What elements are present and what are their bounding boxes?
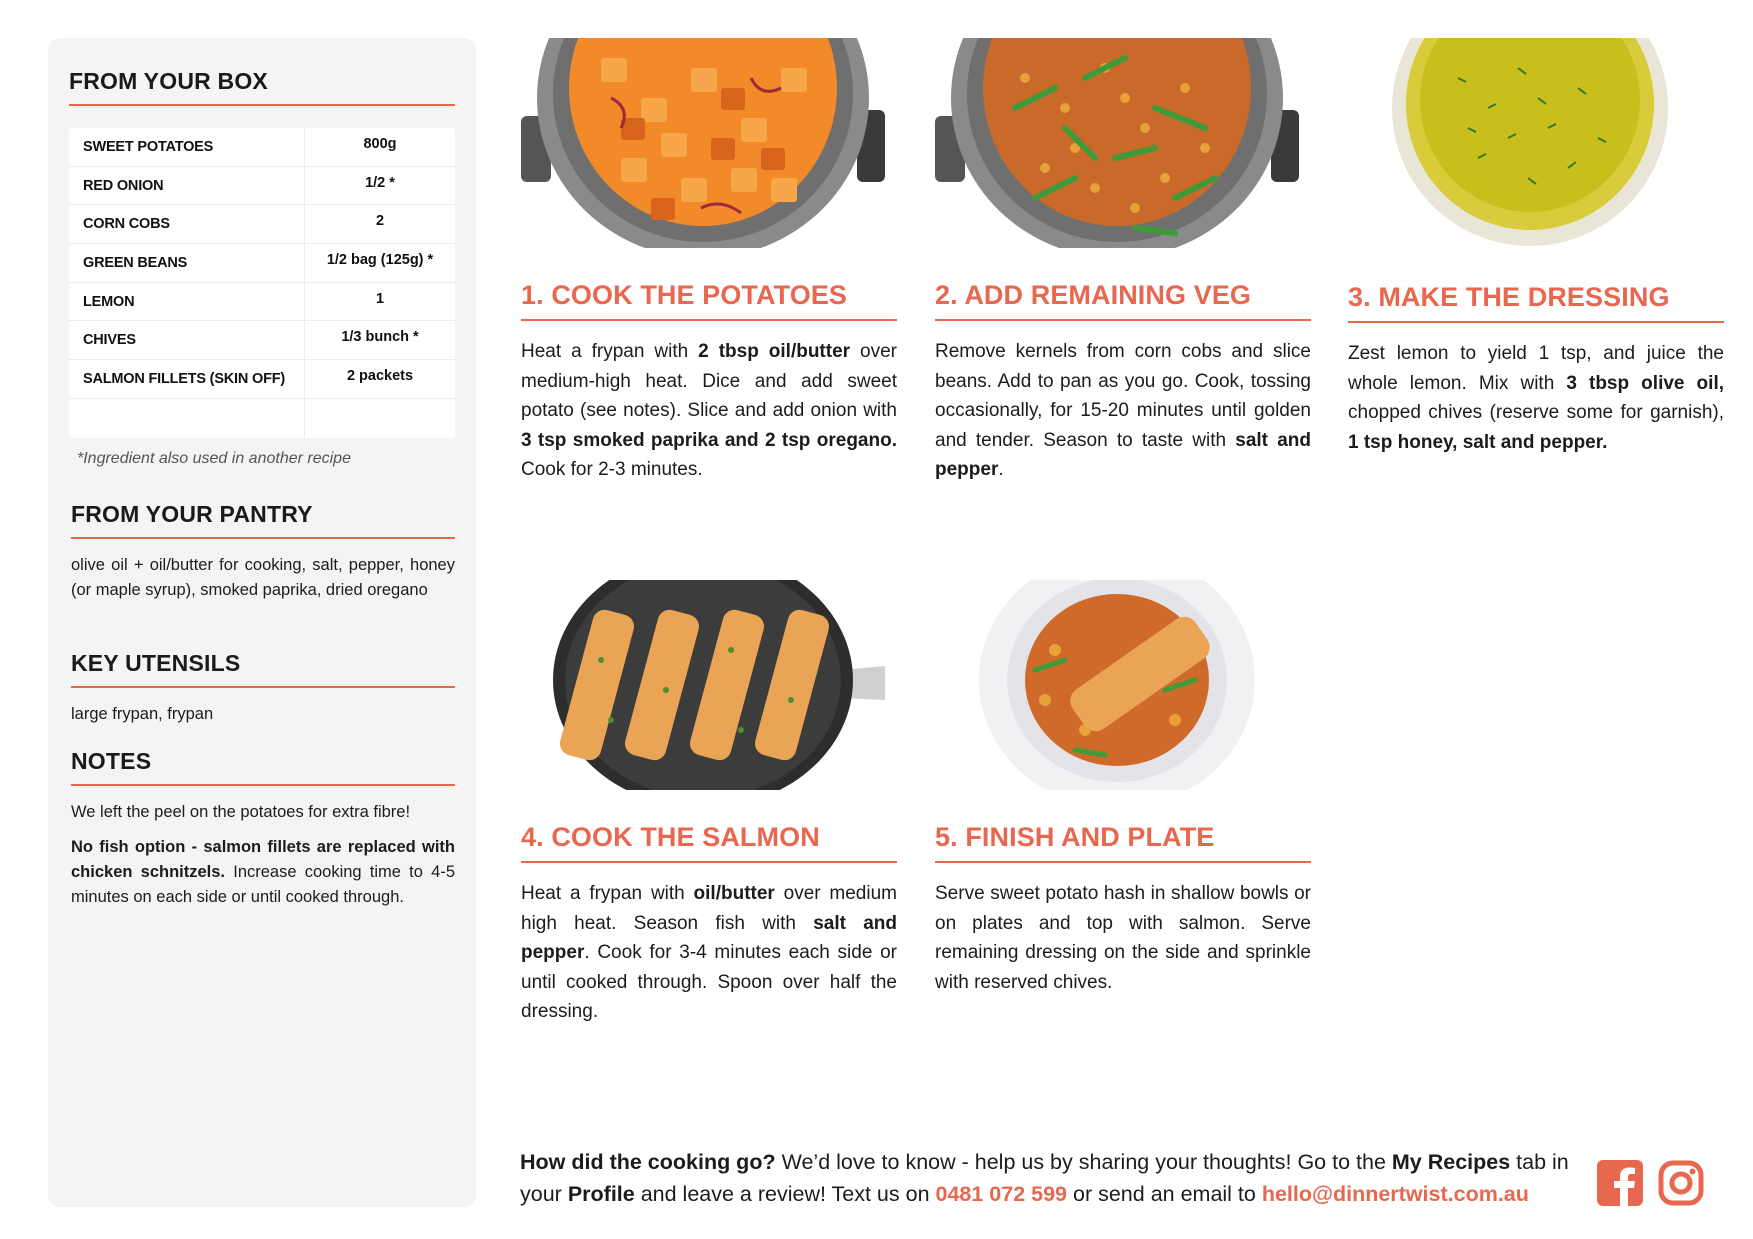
ingredient-qty: 1 xyxy=(375,290,385,307)
step-text-part: over medium-high heat. Dice and add sweet potato (see notes). Slice and add onion with xyxy=(521,341,897,422)
ingredient-name: GREEN BEANS xyxy=(69,244,305,282)
table-row xyxy=(69,244,455,283)
ingredient-qty: 2 packets xyxy=(346,367,414,384)
feedback-message xyxy=(520,1146,1580,1210)
step-1-title: 1. COOK THE POTATOES xyxy=(521,280,897,321)
ingredient-qty xyxy=(305,399,455,438)
ingredient-qty: 1/3 bunch * xyxy=(341,329,419,346)
step-text-bold: salt and pepper xyxy=(521,912,897,964)
step-3 xyxy=(1348,38,1724,457)
email-link[interactable]: hello@dinnertwist.com.au xyxy=(1261,1182,1529,1206)
ingredient-name: RED ONION xyxy=(69,167,305,205)
step-2-photo xyxy=(935,38,1299,248)
ingredient-name: SALMON FILLETS (SKIN OFF) xyxy=(69,360,305,398)
step-text-part: Heat a frypan with xyxy=(521,883,694,904)
step-4-photo xyxy=(521,580,885,790)
step-3-text xyxy=(1348,339,1724,457)
step-2 xyxy=(935,38,1311,485)
step-text-bold: salt and pepper xyxy=(935,429,1311,481)
note-rest: Increase cooking time to 4-5 minutes on each side or until cooked through. xyxy=(71,863,456,906)
step-1 xyxy=(521,38,897,485)
step-2-title: 2. ADD REMAINING VEG xyxy=(935,280,1311,321)
table-row xyxy=(69,205,455,244)
table-row xyxy=(69,399,455,438)
step-text-bold: 2 tbsp oil/butter xyxy=(698,341,851,362)
ingredient-qty: 1/2 bag (125g) * xyxy=(326,251,434,268)
from-your-pantry-section xyxy=(71,501,455,603)
step-5-text: Serve sweet potato hash in shallow bowls or on plates and top with salmon. Serve remaining dressing on the side and sprinkle with reserved chives. xyxy=(935,883,1311,993)
feedback-text: tab in your xyxy=(520,1150,1569,1206)
utensils-text: large frypan, frypan xyxy=(71,705,214,723)
table-row xyxy=(69,321,455,360)
step-text-part: . xyxy=(998,459,1004,481)
ingredient-name xyxy=(69,399,305,438)
ingredient-name: CHIVES xyxy=(69,321,305,359)
step-4-text xyxy=(521,879,897,1027)
feedback-text: We’d love to know - help us by sharing your thoughts! Go to the xyxy=(775,1150,1392,1174)
note-text: We left the peel on the potatoes for extra fibre! xyxy=(71,803,411,821)
table-row xyxy=(69,283,455,322)
ingredient-qty: 800g xyxy=(363,135,397,152)
pantry-text: olive oil + oil/butter for cooking, salt, pepper, honey (or maple syrup), smoked paprika, dried oregano xyxy=(71,556,455,599)
ingredient-qty: 2 xyxy=(375,213,385,230)
step-3-title: 3. MAKE THE DRESSING xyxy=(1348,282,1724,323)
pantry-heading: FROM YOUR PANTRY xyxy=(71,501,455,539)
notes-heading: NOTES xyxy=(71,748,455,786)
feedback-text: and leave a review! Text us on xyxy=(634,1182,936,1206)
from-your-box-section xyxy=(69,68,455,468)
step-4 xyxy=(521,580,897,1027)
step-3-photo xyxy=(1348,38,1712,248)
table-row xyxy=(69,128,455,167)
from-your-box-heading: FROM YOUR BOX xyxy=(69,68,455,106)
step-text-part: Remove kernels from corn cobs and slice beans. Add to pan as you go. Cook, tossing occasionally, for 15-20 minutes until golden and tender. Season to taste with xyxy=(935,341,1311,451)
step-4-title: 4. COOK THE SALMON xyxy=(521,822,897,863)
table-row xyxy=(69,167,455,206)
my-recipes-link[interactable]: My Recipes xyxy=(1391,1150,1511,1174)
feedback-text: or send an email to xyxy=(1067,1182,1262,1206)
step-5-title: 5. FINISH AND PLATE xyxy=(935,822,1311,863)
instagram-icon[interactable] xyxy=(1658,1160,1704,1206)
step-text-part: Heat a frypan with xyxy=(521,341,699,362)
feedback-question: How did the cooking go? xyxy=(520,1150,776,1174)
step-1-photo xyxy=(521,38,885,248)
notes-section xyxy=(71,748,455,910)
profile-link[interactable]: Profile xyxy=(567,1182,635,1206)
step-text-part: . Cook for 3-4 minutes each side or until cooked through. Spoon over half the dressing. xyxy=(521,942,897,1023)
ingredient-footnote: *Ingredient also used in another recipe xyxy=(77,449,351,467)
step-text-part: Zest lemon to yield 1 tsp, and juice the whole lemon. Mix with xyxy=(1348,343,1724,394)
ingredient-qty: 1/2 * xyxy=(365,174,395,191)
step-text-part: Cook for 2-3 minutes. xyxy=(521,459,703,481)
key-utensils-section xyxy=(71,650,455,727)
step-1-text xyxy=(521,337,897,485)
ingredients-sidebar xyxy=(48,38,476,1207)
note-text xyxy=(71,835,455,910)
ingredient-name: CORN COBS xyxy=(69,205,305,243)
step-text-bold: 1 tsp honey, salt and pepper. xyxy=(1348,431,1608,453)
ingredient-name: SWEET POTATOES xyxy=(69,128,305,166)
step-5-photo xyxy=(935,580,1299,790)
ingredient-name: LEMON xyxy=(69,283,305,321)
step-text-part: over medium high heat. Season fish with xyxy=(521,883,897,934)
step-text-part: chopped chives (reserve some for garnish), xyxy=(1348,402,1724,424)
note-bold: No fish option - salmon fillets are replaced with chicken schnitzels. xyxy=(71,838,455,881)
ingredients-table xyxy=(69,128,455,438)
step-text-bold: 3 tsp smoked paprika and 2 tsp oregano. xyxy=(521,429,897,451)
facebook-icon[interactable] xyxy=(1597,1160,1643,1206)
phone-link[interactable]: 0481 072 599 xyxy=(935,1182,1068,1206)
step-2-text xyxy=(935,337,1311,485)
step-text-bold: 3 tbsp olive oil, xyxy=(1566,372,1725,394)
step-5 xyxy=(935,580,1311,997)
step-text-bold: oil/butter xyxy=(693,883,775,904)
utensils-heading: KEY UTENSILS xyxy=(71,650,455,688)
table-row xyxy=(69,360,455,399)
